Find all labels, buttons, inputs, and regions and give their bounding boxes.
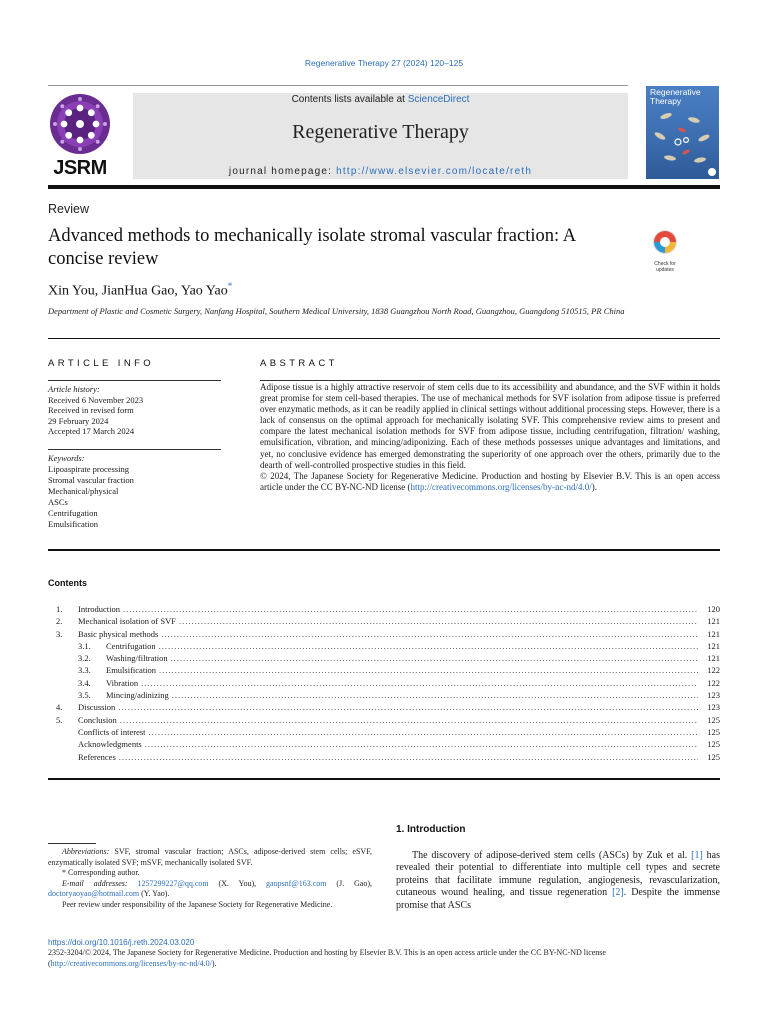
toc-label[interactable]: Discussion: [78, 702, 116, 713]
toc-page: 123: [707, 702, 720, 713]
history-item: Received in revised form: [48, 405, 134, 416]
history-item: Received 6 November 2023: [48, 394, 144, 405]
keyword-item: Emulsification: [48, 519, 99, 529]
keyword-item: Centrifugation: [48, 508, 98, 518]
corresponding-author-note: * Corresponding author.: [62, 868, 140, 878]
history-label: Article history:: [48, 384, 100, 394]
footnote-rule: [48, 843, 96, 844]
toc-label[interactable]: Emulsification: [106, 665, 157, 676]
email-owner: (J. Gao),: [326, 878, 372, 888]
table-of-contents: [56, 603, 720, 763]
toc-label[interactable]: Introduction: [78, 604, 121, 614]
toc-leader: [171, 652, 698, 664]
toc-label[interactable]: Mechanical isolation of SVF: [78, 616, 176, 627]
journal-reference[interactable]: Regenerative Therapy 27 (2024) 120–125: [304, 58, 464, 68]
authors-text: Xin You, JianHua Gao, Yao Yao: [48, 283, 228, 299]
journal-name: Regenerative Therapy: [292, 121, 469, 143]
footer-license-link[interactable]: http://creativecommons.org/licenses/by-nc-nd/4.0/: [50, 958, 212, 968]
email-owner: (Y. Yao).: [139, 889, 170, 899]
abstract-copyright-text: © 2024, The Japanese Society for Regenerative Medicine. Production and hosting by Elsevier B.V. This is an open access article under the CC BY-NC-ND license (: [260, 470, 720, 492]
keyword-item: ASCs: [48, 497, 68, 507]
toc-row[interactable]: [56, 738, 720, 750]
article-type: Review: [48, 202, 89, 216]
toc-page: 125: [707, 726, 720, 737]
toc-row[interactable]: [56, 701, 720, 713]
abstract-rule: [260, 380, 720, 381]
introduction-heading: 1. Introduction: [396, 824, 466, 835]
toc-leader: [141, 677, 698, 689]
issn-text: 2352-3204/© 2024, The Japanese Society for Regenerative Medicine. Production and hosting by Elsevier B.V. This is an open access article under the CC BY-NC-ND license (: [48, 948, 606, 968]
toc-label[interactable]: Conclusion: [78, 714, 117, 725]
toc-number: 2.: [56, 616, 63, 627]
toc-row[interactable]: [56, 751, 720, 763]
toc-row[interactable]: [56, 628, 720, 640]
toc-leader: [179, 615, 698, 627]
toc-page: 125: [707, 739, 720, 750]
intro-text: The discovery of adipose-derived stem cells (ASCs) by Zuk et al.: [412, 850, 688, 861]
header-thick-rule: [48, 185, 720, 189]
email-label: E-mail addresses:: [62, 878, 128, 888]
toc-row[interactable]: [56, 726, 720, 738]
jsrm-logo-icon: [48, 92, 112, 156]
toc-page: 121: [707, 653, 720, 664]
abbreviations-label: Abbreviations:: [62, 847, 110, 856]
toc-page: 121: [707, 628, 720, 639]
toc-number: 5.: [56, 714, 63, 725]
toc-leader: [118, 701, 698, 713]
toc-row[interactable]: [56, 677, 720, 689]
keyword-item: Lipoaspirate processing: [48, 464, 129, 474]
email-link[interactable]: doctoryaoyao@hotmail.com: [48, 889, 140, 899]
cover-art-icon: [646, 106, 719, 179]
email-link[interactable]: gaopsnf@163.com: [266, 878, 327, 888]
toc-number: 3.: [56, 628, 63, 639]
journal-cover-thumbnail[interactable]: [646, 86, 719, 179]
journal-homepage-line: [133, 166, 628, 177]
keyword-item: Stromal vascular fraction: [48, 475, 134, 485]
abstract-license-link[interactable]: http://creativecommons.org/licenses/by-nc-nd/4.0/: [410, 481, 592, 492]
toc-number: 4.: [56, 702, 63, 713]
toc-row[interactable]: [56, 652, 720, 664]
homepage-prefix: journal homepage:: [228, 166, 337, 177]
toc-page: 125: [707, 751, 720, 762]
toc-page: 125: [707, 714, 720, 725]
email-note: [48, 879, 372, 900]
toc-row[interactable]: [56, 664, 720, 676]
article-info-rule: [48, 380, 221, 381]
keywords-rule: [48, 449, 221, 450]
rule-below-affiliation: [48, 338, 720, 339]
contents-available-prefix: Contents lists available at: [291, 94, 408, 105]
toc-leader: [172, 689, 698, 701]
toc-number: 3.3.: [78, 665, 91, 676]
toc-label[interactable]: Conflicts of interest: [78, 726, 146, 737]
toc-row[interactable]: [56, 714, 720, 726]
toc-leader: [159, 640, 698, 652]
toc-page: 122: [707, 677, 720, 688]
footnotes: [48, 847, 372, 911]
keywords-label: Keywords:: [48, 453, 85, 463]
toc-leader: [119, 751, 698, 763]
keyword-item: Mechanical/physical: [48, 486, 119, 496]
check-updates-icon: [646, 228, 684, 256]
abbreviations-note: [48, 847, 372, 868]
email-link[interactable]: 1257299227@qq.com: [137, 878, 209, 888]
toc-page: 121: [707, 616, 720, 627]
toc-leader: [161, 628, 698, 640]
issn-end: ).: [211, 958, 217, 968]
toc-number: 1.: [56, 604, 63, 614]
corresponding-author-mark[interactable]: *: [227, 281, 233, 291]
toc-label[interactable]: Mincing/adinizing: [106, 690, 169, 701]
email-owner: (X. You),: [208, 878, 266, 888]
author-list: [48, 281, 232, 300]
rule-below-contents: [48, 778, 720, 780]
toc-number: 3.5.: [78, 690, 91, 701]
toc-leader: [123, 603, 698, 615]
check-updates-label: Check for updates: [654, 261, 676, 273]
toc-page: 122: [707, 665, 720, 676]
cover-title: Regenerative Therapy: [650, 87, 701, 106]
check-for-updates-badge[interactable]: [646, 228, 684, 273]
toc-label[interactable]: References: [78, 751, 116, 762]
toc-label[interactable]: Centrifugation: [106, 640, 156, 651]
toc-page: 121: [707, 640, 720, 651]
toc-number: 3.1.: [78, 640, 91, 651]
jsrm-logo-text: JSRM: [53, 157, 107, 179]
intro-text: has revealed their potential to differentiate into multiple cell types and secrete proteins that facilitate immune regulation, angiogenesis, revascularization, cutaneous wound healing, and tissue regeneration: [396, 850, 721, 899]
article-info-heading: ARTICLE INFO: [48, 358, 155, 369]
issn-copyright: [48, 948, 720, 969]
toc-leader: [159, 664, 698, 676]
history-item: 29 February 2024: [48, 415, 109, 426]
rule-below-abstract: [48, 549, 720, 551]
toc-leader: [149, 726, 698, 738]
doi-link[interactable]: https://doi.org/10.1016/j.reth.2024.03.020: [48, 938, 195, 947]
toc-label[interactable]: Washing/filtration: [106, 653, 168, 664]
history-item: Accepted 17 March 2024: [48, 426, 135, 437]
citation-link[interactable]: [1]: [691, 850, 703, 861]
citation-link[interactable]: [2]: [612, 887, 624, 899]
toc-label[interactable]: Basic physical methods: [78, 628, 159, 639]
toc-page: 123: [707, 690, 720, 701]
toc-page: 120: [707, 604, 720, 614]
header-top-rule: [48, 85, 628, 86]
article-history: [48, 384, 221, 437]
toc-leader: [145, 738, 698, 750]
abstract-text: Adipose tissue is a highly attractive reservoir of stem cells due to its accessibility and abundance, and the SVF within it holds great promise for stem cell-based therapies. The use of mechanical methods for SVF isolation from adipose tissue is preferred over enzymatic methods, as it can be readily applied in clinical settings without additional processing steps. However, there is a lack of consensus on the optimal approach for mechanically isolating SVF. This comprehensive review aims to present and compare the latest mechanical isolation methods for SVF from adipose tissue, including centrifugation, filtration/ washing, emulsification, vibration, and mincing/adiponizing. Each of these methods possesses unique advantages and limitations, and yet, no conclusive evidence has emerged demonstrating the superiority of one approach over the others, primarily due to the dearth of well-controlled prospective studies in this field.: [260, 382, 720, 470]
abstract-copyright: [260, 471, 720, 493]
abstract-heading: ABSTRACT: [260, 358, 338, 369]
abstract-body: [260, 382, 720, 493]
homepage-link[interactable]: http://www.elsevier.com/locate/reth: [336, 166, 533, 177]
article-title: Advanced methods to mechanically isolate stromal vascular fraction: A concise review: [48, 226, 576, 269]
peer-review-note: Peer review under responsibility of the Japanese Society for Regenerative Medicine.: [62, 899, 333, 909]
toc-number: 3.2.: [78, 653, 91, 664]
contents-heading: Contents: [48, 578, 87, 588]
toc-row[interactable]: [56, 615, 720, 627]
introduction-body: [396, 850, 720, 912]
keywords: [48, 453, 221, 530]
toc-number: 3.4.: [78, 677, 91, 688]
contents-available-line: [133, 94, 628, 105]
affiliation: Department of Plastic and Cosmetic Surgery, Nanfang Hospital, Southern Medical University, 1838 Guangzhou North Road, Guangzhou, Guangdong 510515, PR China: [48, 306, 625, 316]
toc-row[interactable]: [56, 640, 720, 652]
toc-leader: [120, 714, 698, 726]
sciencedirect-link[interactable]: ScienceDirect: [407, 94, 470, 105]
abstract-copyright-end: ).: [591, 481, 598, 492]
toc-label[interactable]: Vibration: [106, 677, 139, 688]
toc-row[interactable]: [56, 603, 720, 615]
toc-label[interactable]: Acknowledgments: [78, 739, 142, 750]
intro-text: . Despite the immense promise that ASCs: [396, 887, 720, 911]
toc-row[interactable]: [56, 689, 720, 701]
abbreviations-text: SVF, stromal vascular fraction; ASCs, adipose-derived stem cells; eSVF, enzymatically isolated SVF; mSVF, mechanically isolated SVF.: [48, 847, 372, 867]
